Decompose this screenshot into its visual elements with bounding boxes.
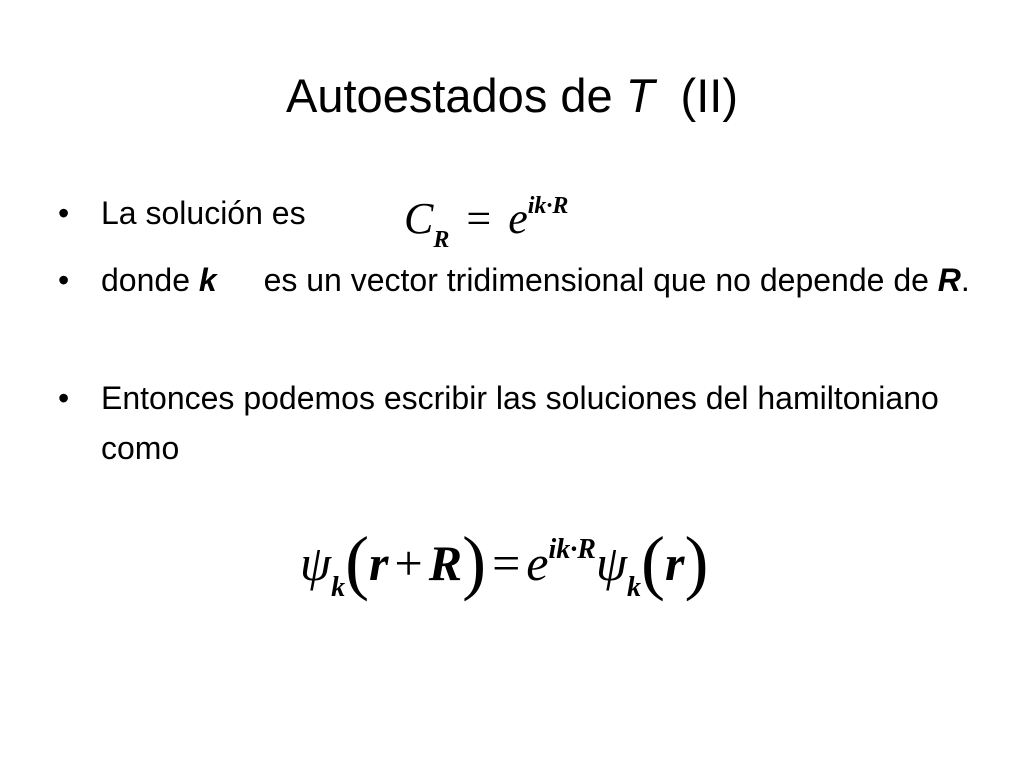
eq-exponent: ik·R xyxy=(527,193,569,219)
psi2: ψ xyxy=(595,535,627,591)
text-end: . xyxy=(960,262,970,298)
bullet-marker: • xyxy=(58,262,70,298)
title-prefix: Autoestados de xyxy=(286,69,626,122)
bullet-text: Entonces podemos escribir las soluciones del hamiltoniano como xyxy=(101,380,939,466)
bullet-text xyxy=(101,255,988,305)
plus: + xyxy=(394,535,423,591)
eq-lhs: C xyxy=(404,194,434,243)
psi2-sub: k xyxy=(627,572,641,603)
eq-lhs-sub: R xyxy=(433,227,450,253)
exp-base: e xyxy=(526,535,549,591)
psi-sub: k xyxy=(331,572,346,603)
slide-title xyxy=(0,66,1024,126)
paren-open: ( xyxy=(345,522,370,602)
bullet-hamiltonian xyxy=(58,373,988,473)
text-before: donde xyxy=(101,262,199,298)
arg2-r: r xyxy=(664,535,685,591)
paren-close: ) xyxy=(462,522,487,602)
display-equation xyxy=(300,510,760,628)
title-italic-var: T xyxy=(625,69,655,122)
eq-equals: = xyxy=(466,194,492,243)
paren2-close: ) xyxy=(684,522,709,602)
var-k: k xyxy=(198,262,217,298)
title-suffix: (II) xyxy=(654,69,738,122)
bullet-marker: • xyxy=(58,380,70,416)
text-after: es un vector tridimensional que no depende de xyxy=(254,262,938,298)
bullet-k-vector xyxy=(58,255,988,305)
bullet-text: La solución es xyxy=(101,195,306,231)
equals: = xyxy=(492,535,521,591)
psi: ψ xyxy=(300,535,332,591)
arg-R: R xyxy=(428,535,463,591)
paren2-open: ( xyxy=(641,522,665,602)
eq-base: e xyxy=(508,194,528,243)
exp-exponent: ik·R xyxy=(548,534,596,565)
bullet-marker: • xyxy=(58,195,70,231)
arg-r: r xyxy=(369,535,389,591)
var-R: R xyxy=(937,262,961,298)
